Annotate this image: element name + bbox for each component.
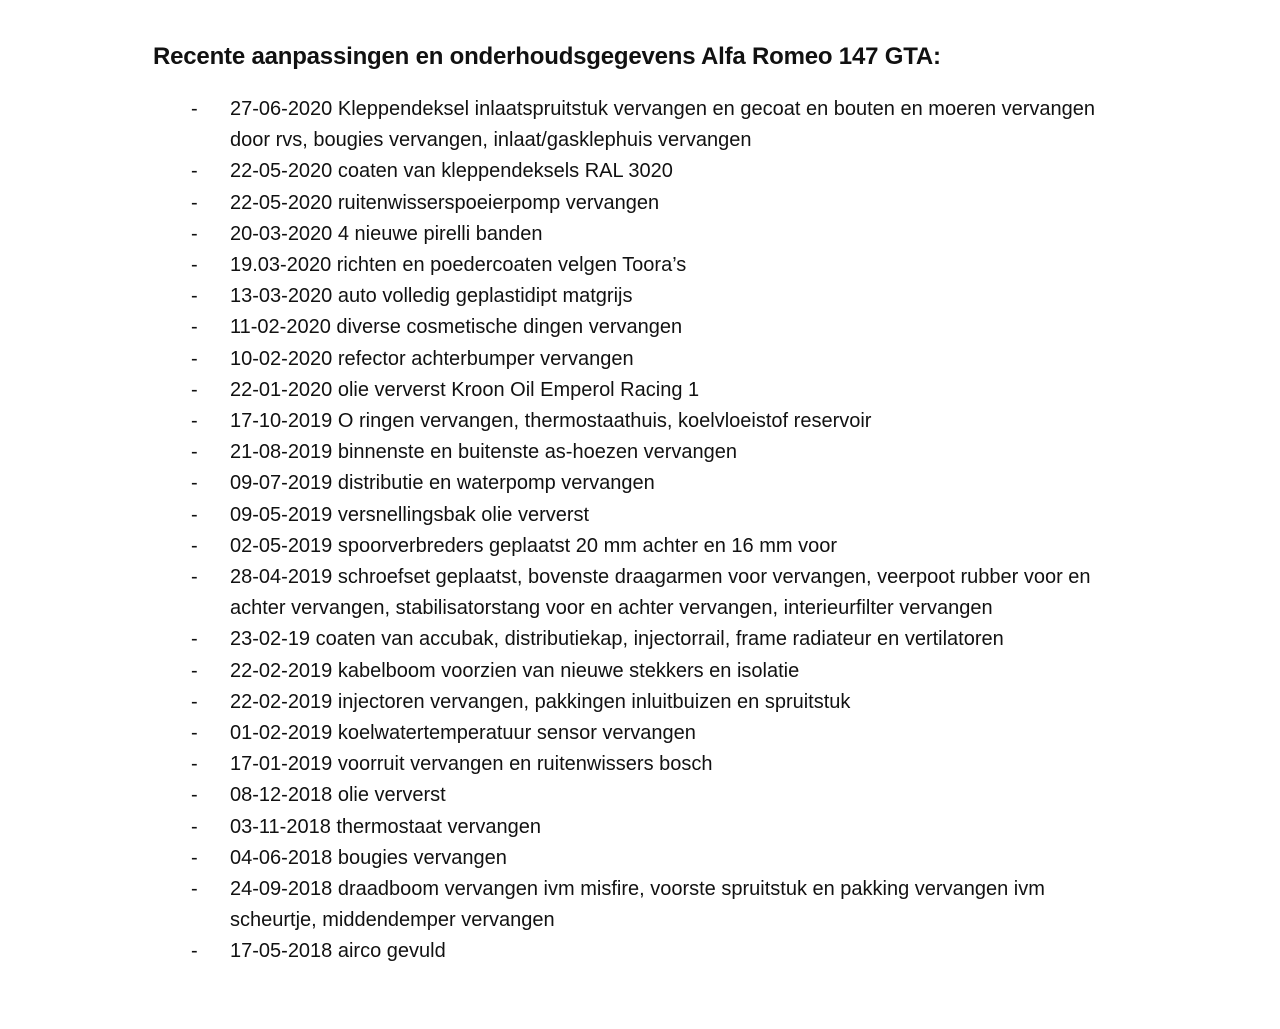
list-item-text: 17-05-2018 airco gevuld [230, 940, 446, 963]
bullet-dash: - [191, 503, 198, 526]
list-item-text: 22-02-2019 kabelboom voorzien van nieuwe stekkers en isolatie [230, 659, 800, 682]
bullet-dash: - [191, 222, 198, 245]
list-item [0, 749, 1120, 780]
list-item [0, 344, 1120, 375]
bullet-dash: - [191, 878, 198, 901]
list-item-text: 21-08-2019 binnenste en buitenste as-hoezen vervangen [230, 441, 738, 464]
bullet-dash: - [191, 815, 198, 838]
list-item [0, 500, 1120, 531]
maintenance-log-list [0, 94, 1280, 968]
list-item-text: 11-02-2020 diverse cosmetische dingen vervangen [230, 316, 683, 339]
list-item-text: 22-01-2020 olie ververst Kroon Oil Emperol Racing 1 [230, 378, 700, 401]
list-item-text: 09-05-2019 versnellingsbak olie ververst [230, 503, 590, 526]
bullet-dash: - [191, 753, 198, 776]
list-item [0, 156, 1120, 187]
list-item-text: 20-03-2020 4 nieuwe pirelli banden [230, 222, 543, 245]
list-item [0, 656, 1120, 687]
bullet-dash: - [191, 347, 198, 370]
bullet-dash: - [191, 316, 198, 339]
list-item [0, 219, 1120, 250]
bullet-dash: - [191, 534, 198, 557]
list-item-text: 04-06-2018 bougies vervangen [230, 846, 507, 869]
bullet-dash: - [191, 566, 198, 589]
list-item [0, 812, 1120, 843]
list-item [0, 468, 1120, 499]
bullet-dash: - [191, 628, 198, 651]
list-item [0, 624, 1120, 655]
bullet-dash: - [191, 160, 198, 183]
list-item [0, 188, 1120, 219]
list-item [0, 250, 1120, 281]
bullet-dash: - [191, 98, 198, 120]
list-item [0, 531, 1120, 562]
list-item [0, 843, 1120, 874]
bullet-dash: - [191, 410, 198, 433]
list-item-text: 22-05-2020 ruitenwisserspoeierpomp vervangen [230, 191, 660, 214]
list-item [0, 281, 1120, 312]
list-item-text: 13-03-2020 auto volledig geplastidipt matgrijs [230, 285, 633, 308]
bullet-dash: - [191, 285, 198, 308]
list-item-text: 17-01-2019 voorruit vervangen en ruitenwissers bosch [230, 753, 713, 776]
bullet-dash: - [191, 722, 198, 745]
bullet-dash: - [191, 472, 198, 495]
list-item-text: 19.03-2020 richten en poedercoaten velgen Toora’s [230, 254, 687, 277]
document-title: Recente aanpassingen en onderhoudsgegevens Alfa Romeo 147 GTA: [153, 43, 941, 70]
list-item [0, 936, 1120, 967]
list-item-text: 24-09-2018 draadboom vervangen ivm misfire, voorste spruitstuk en pakking vervangen ivm scheurtje, middendemper vervangen [230, 878, 1045, 932]
list-item [0, 718, 1120, 749]
list-item-text: 17-10-2019 O ringen vervangen, thermostaathuis, koelvloeistof reservoir [230, 410, 872, 433]
list-item [0, 437, 1120, 468]
list-item [0, 406, 1120, 437]
list-item [0, 874, 1120, 936]
list-item-text: 03-11-2018 thermostaat vervangen [230, 815, 541, 838]
list-item-text: 22-02-2019 injectoren vervangen, pakkingen inluitbuizen en spruitstuk [230, 690, 851, 713]
bullet-dash: - [191, 784, 198, 807]
list-item-text: 28-04-2019 schroefset geplaatst, bovenste draagarmen voor vervangen, veerpoot rubber voor en achter vervangen, stabilisatorstang voor en achter vervangen, interieurfilter vervangen [230, 566, 1091, 620]
list-item [0, 94, 1120, 156]
bullet-dash: - [191, 659, 198, 682]
list-item-text: 23-02-19 coaten van accubak, distributiekap, injectorrail, frame radiateur en vertilatoren [230, 628, 1004, 651]
list-item-text: 22-05-2020 coaten van kleppendeksels RAL 3020 [230, 160, 673, 183]
bullet-dash: - [191, 378, 198, 401]
bullet-dash: - [191, 191, 198, 214]
bullet-dash: - [191, 846, 198, 869]
list-item-text: 09-07-2019 distributie en waterpomp vervangen [230, 472, 655, 495]
list-item-text: 01-02-2019 koelwatertemperatuur sensor vervangen [230, 722, 696, 745]
list-item [0, 312, 1120, 343]
bullet-dash: - [191, 254, 198, 277]
bullet-dash: - [191, 690, 198, 713]
list-item-text: 27-06-2020 Kleppendeksel inlaatspruitstuk vervangen en gecoat en bouten en moeren vervangen door rvs, bougies vervangen, inlaat/gasklephuis vervangen [230, 98, 1096, 152]
list-item [0, 562, 1120, 624]
list-item-text: 08-12-2018 olie ververst [230, 784, 446, 807]
list-item-text: 10-02-2020 refector achterbumper vervangen [230, 347, 634, 370]
bullet-dash: - [191, 940, 198, 963]
list-item [0, 687, 1120, 718]
list-item [0, 780, 1120, 811]
list-item-text: 02-05-2019 spoorverbreders geplaatst 20 mm achter en 16 mm voor [230, 534, 837, 557]
list-item [0, 375, 1120, 406]
bullet-dash: - [191, 441, 198, 464]
